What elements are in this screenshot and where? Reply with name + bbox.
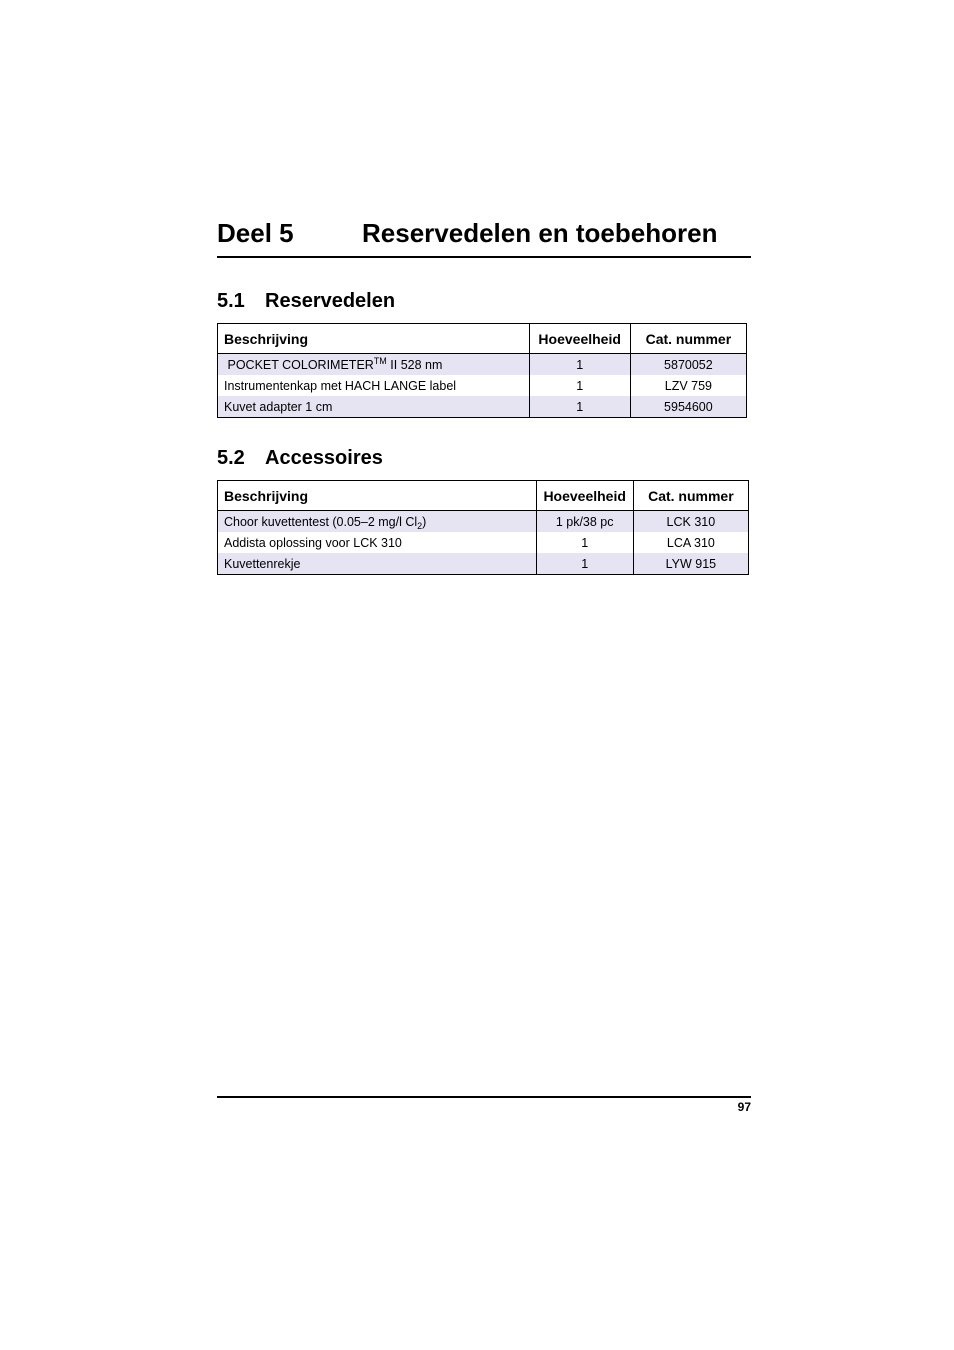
cell-cat-number: LZV 759 — [630, 375, 746, 396]
cell-cat-number: LYW 915 — [633, 553, 748, 575]
footer-divider — [217, 1096, 751, 1098]
table-row — [218, 553, 749, 575]
section-number: 5.2 — [217, 447, 245, 469]
table-header-row — [218, 324, 747, 354]
cell-quantity: 1 — [536, 553, 633, 575]
spare-parts-table — [217, 323, 747, 418]
cell-description: Kuvet adapter 1 cm — [218, 396, 530, 418]
cell-quantity: 1 — [529, 375, 630, 396]
cell-cat-number: LCK 310 — [633, 511, 748, 533]
section-heading-spare-parts — [217, 290, 395, 313]
cell-description: Kuvettenrekje — [218, 553, 537, 575]
column-header-cat-number: Cat. nummer — [633, 481, 748, 511]
section-number: 5.1 — [217, 290, 245, 312]
chapter-number: Deel 5 — [217, 218, 294, 248]
table-row — [218, 375, 747, 396]
cell-cat-number: 5954600 — [630, 396, 746, 418]
table-row — [218, 532, 749, 553]
table-row — [218, 396, 747, 418]
section-title: Accessoires — [265, 447, 383, 469]
column-header-quantity: Hoeveelheid — [536, 481, 633, 511]
column-header-description: Beschrijving — [218, 481, 537, 511]
cell-quantity: 1 — [529, 396, 630, 418]
page-number: 97 — [737, 1100, 751, 1114]
table-row — [218, 511, 749, 533]
cell-description: Choor kuvettentest (0.05–2 mg/l $Cl_2$) — [218, 511, 537, 533]
cell-cat-number: LCA 310 — [633, 532, 748, 553]
cell-description: Instrumentenkap met HACH LANGE label — [218, 375, 530, 396]
accessories-table — [217, 480, 749, 575]
cell-quantity: 1 pk/38 pc — [536, 511, 633, 533]
section-heading-accessories — [217, 447, 383, 470]
table-header-row — [218, 481, 749, 511]
section-title: Reservedelen — [265, 290, 396, 312]
column-header-quantity: Hoeveelheid — [529, 324, 630, 354]
cell-quantity: 1 — [536, 532, 633, 553]
column-header-description: Beschrijving — [218, 324, 530, 354]
cell-quantity: 1 — [529, 354, 630, 376]
cell-description: POCKET COLORIMETER™ II 528 nm — [218, 354, 530, 376]
column-header-cat-number: Cat. nummer — [630, 324, 746, 354]
chapter-title: Reservedelen en toebehoren — [362, 218, 718, 248]
cell-description: Addista oplossing voor LCK 310 — [218, 532, 537, 553]
chapter-heading — [217, 216, 751, 258]
table-row — [218, 354, 747, 376]
cell-cat-number: 5870052 — [630, 354, 746, 376]
